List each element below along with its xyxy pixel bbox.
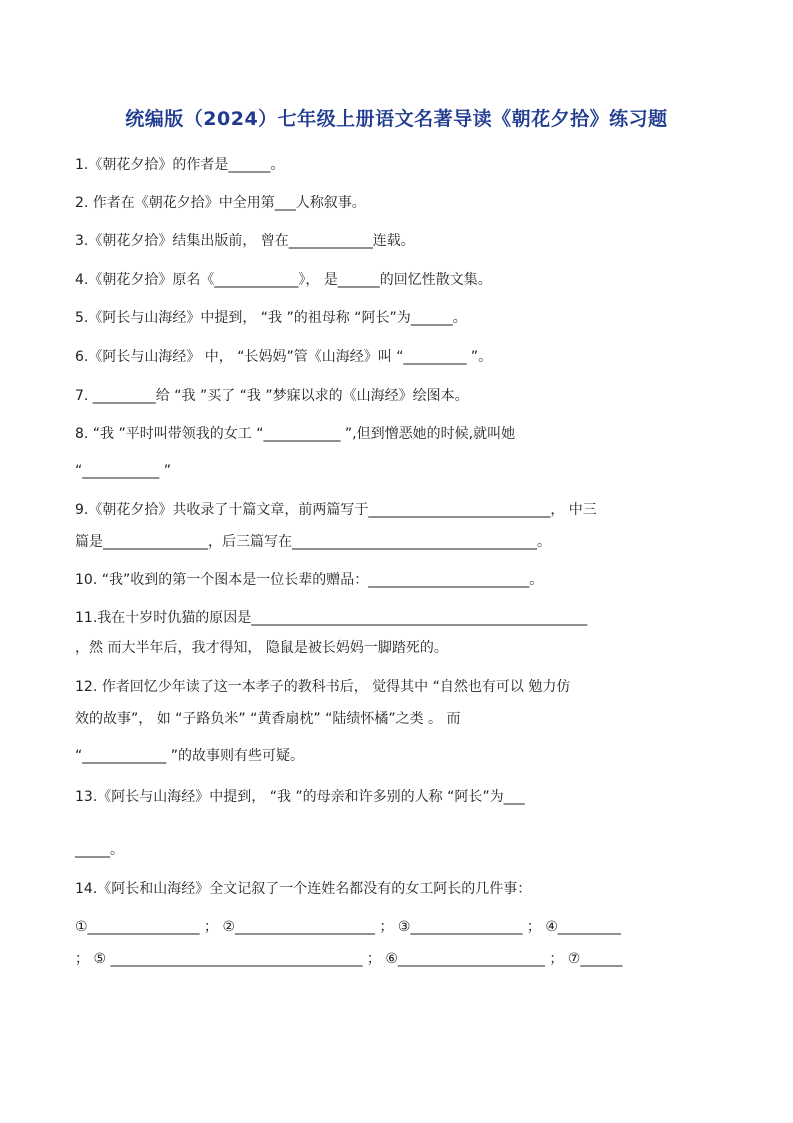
question-10: 10. “我”收到的第一个图本是一位长辈的赠品：_______________________。 bbox=[75, 572, 544, 588]
question-5: 5.《阿长与山海经》中提到， “我 ”的祖母称 “阿长”为______。 bbox=[75, 310, 467, 326]
question-8-line-2: “___________ ” bbox=[75, 463, 171, 479]
question-14-line-1: 14.《阿长和山海经》全文记叙了一个连姓名都没有的女工阿长的几件事： bbox=[75, 881, 532, 897]
question-8-line-1: 8. “我 ”平时叫带领我的女工 “___________ ”,但到憎恶她的时候,就叫她 bbox=[75, 426, 516, 442]
worksheet-title: 统编版（2024）七年级上册语文名著导读《朝花夕拾》练习题 bbox=[125, 108, 668, 130]
question-3: 3.《朝花夕拾》结集出版前， 曾在____________连载。 bbox=[75, 233, 415, 249]
question-4: 4.《朝花夕拾》原名《____________》， 是______的回忆性散文集。 bbox=[75, 272, 492, 288]
question-14-line-3: ； ⑤ ____________________________________ ； ⑥_____________________ ； ⑦______ bbox=[75, 951, 623, 967]
question-13-line-2: _____。 bbox=[75, 842, 124, 858]
question-9-line-1: 9.《朝花夕拾》共收录了十篇文章，前两篇写于__________________________， 中三 bbox=[75, 502, 597, 518]
question-12-line-3: “____________ ”的故事则有些可疑。 bbox=[75, 748, 304, 764]
question-14-line-2: ①________________ ； ②____________________ ； ③________________ ； ④_________ bbox=[75, 919, 621, 935]
question-11-line-2: ，然 而大半年后，我才得知， 隐鼠是被长妈妈一脚踏死的。 bbox=[75, 640, 448, 656]
question-6: 6.《阿长与山海经》 中， “长妈妈”管《山海经》叫 “_________ ”。 bbox=[75, 349, 493, 365]
question-7: 7. _________给 “我 ”买了 “我 ”梦寐以求的《山海经》绘图本。 bbox=[75, 388, 469, 404]
question-9-line-2: 篇是_______________，后三篇写在___________________________________。 bbox=[75, 534, 551, 550]
question-13-line-1: 13.《阿长与山海经》中提到， “我 ”的母亲和许多别的人称 “阿长”为___ bbox=[75, 789, 525, 805]
question-1: 1.《朝花夕拾》的作者是______。 bbox=[75, 157, 285, 173]
question-12-line-2: 效的故事”， 如 “子路负米” “黄香扇枕” “陆绩怀橘”之类 。 而 bbox=[75, 711, 461, 727]
question-12-line-1: 12. 作者回忆少年读了这一本孝子的教科书后， 觉得其中 “自然也有可以 勉力仿 bbox=[75, 679, 571, 695]
question-2: 2. 作者在《朝花夕拾》中全用第___人称叙事。 bbox=[75, 195, 366, 211]
question-11-line-1: 11.我在十岁时仇猫的原因是________________________________________________ bbox=[75, 610, 588, 626]
